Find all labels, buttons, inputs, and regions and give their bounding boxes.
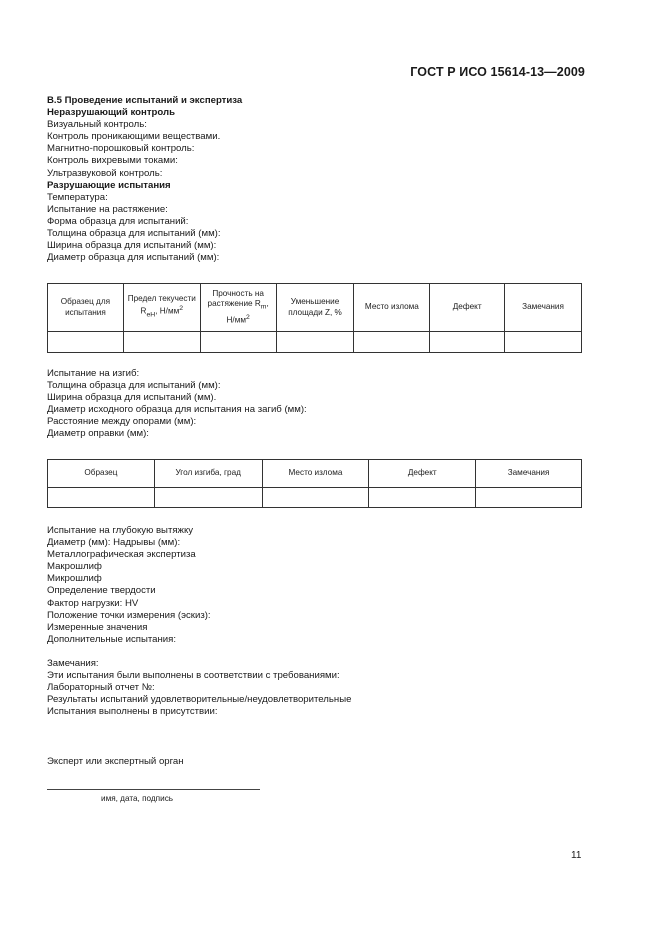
other-item: Измеренные значения [47, 621, 148, 633]
signature-line [47, 789, 260, 790]
bend-item: Ширина образца для испытаний (мм). [47, 392, 217, 404]
bend-item: Толщина образца для испытаний (мм): [47, 380, 221, 392]
ndt-item: Ультразвуковой контроль: [47, 167, 163, 179]
other-item: Фактор нагрузки: HV [47, 597, 139, 609]
other-item: Положение точки измерения (эскиз): [47, 609, 211, 621]
table-cell [123, 332, 200, 353]
remarks-item: Эти испытания были выполнены в соответствии с требованиями: [47, 670, 340, 682]
destructive-item: Форма образца для испытаний: [47, 215, 189, 227]
table-cell [476, 488, 582, 508]
header-cell-defect: Дефект [369, 460, 476, 488]
table-row [48, 332, 582, 353]
destructive-item: Температура: [47, 191, 108, 203]
header-cell-remarks: Замечания [476, 460, 582, 488]
bend-item: Расстояние между опорами (мм): [47, 416, 197, 428]
header-cell-fracture-location: Место излома [354, 284, 430, 332]
table-cell [154, 488, 262, 508]
section-b5 [47, 95, 242, 264]
header-cell-yield-strength: Предел текучести $R_{eH}$, $Н/мм^2$ [123, 284, 200, 332]
header-cell-bend-angle: Угол изгиба, град [154, 460, 262, 488]
ndt-heading: Неразрушающий контроль [47, 107, 175, 119]
table-row [48, 488, 582, 508]
table-cell [276, 332, 354, 353]
other-item: Определение твердости [47, 585, 156, 597]
document-header: ГОСТ Р ИСО 15614-13—2009 [410, 65, 585, 79]
other-item: Микрошлиф [47, 573, 102, 585]
bend-item: Диаметр исходного образца для испытания на загиб (мм): [47, 404, 307, 416]
table-header-row [48, 284, 582, 332]
destructive-item: Испытание на растяжение: [47, 203, 168, 215]
remarks-item: Испытания выполнены в присутствии: [47, 706, 218, 718]
header-cell-fracture-location: Место излома [262, 460, 369, 488]
header-cell-area-reduction: Уменьшение площади Z, % [276, 284, 354, 332]
other-item: Дополнительные испытания: [47, 633, 176, 645]
bend-test-section [47, 368, 307, 441]
destructive-item: Диаметр образца для испытаний (мм): [47, 252, 220, 264]
bend-item: Диаметр оправки (мм): [47, 428, 149, 440]
page-number: 11 [571, 850, 582, 861]
remarks-item: Лабораторный отчет №: [47, 682, 155, 694]
table-cell [354, 332, 430, 353]
ndt-item: Визуальный контроль: [47, 119, 147, 131]
header-cell-tensile-strength: Прочность на растяжение $R_m$, $Н/мм^2$ [200, 284, 276, 332]
header-cell-defect: Дефект [430, 284, 505, 332]
ndt-item: Контроль проникающими веществами. [47, 131, 221, 143]
header-cell-remarks: Замечания [505, 284, 582, 332]
table-cell [200, 332, 276, 353]
table-cell [430, 332, 505, 353]
remarks-item: Замечания: [47, 658, 99, 669]
remarks-section [47, 658, 351, 718]
other-tests-section [47, 525, 211, 646]
expert-label: Эксперт или экспертный орган [47, 756, 184, 767]
other-item: Металлографическая экспертиза [47, 549, 196, 561]
other-item: Макрошлиф [47, 561, 102, 573]
table-cell [505, 332, 582, 353]
table-header-row [48, 460, 582, 488]
section-heading: В.5 Проведение испытаний и экспертиза [47, 95, 243, 106]
table-cell [369, 488, 476, 508]
ndt-item: Магнитно-порошковый контроль: [47, 143, 195, 155]
destructive-heading: Разрушающие испытания [47, 179, 171, 191]
table-cell [48, 488, 155, 508]
table-cell [48, 332, 124, 353]
header-cell-specimen: Образец для испытания [48, 284, 124, 332]
header-cell-specimen: Образец [48, 460, 155, 488]
remarks-item: Результаты испытаний удовлетворительные/неудовлетворительные [47, 694, 352, 706]
bend-item: Испытание на изгиб: [47, 368, 140, 379]
signature-caption: имя, дата, подпись [101, 794, 174, 803]
other-item: Испытание на глубокую вытяжку [47, 525, 194, 536]
bend-test-table [47, 459, 582, 508]
destructive-item: Ширина образца для испытаний (мм): [47, 240, 217, 252]
other-item: Диаметр (мм): Надрывы (мм): [47, 537, 181, 549]
tensile-test-table [47, 283, 582, 353]
table-cell [262, 488, 369, 508]
ndt-item: Контроль вихревыми токами: [47, 155, 178, 167]
destructive-item: Толщина образца для испытаний (мм): [47, 228, 221, 240]
